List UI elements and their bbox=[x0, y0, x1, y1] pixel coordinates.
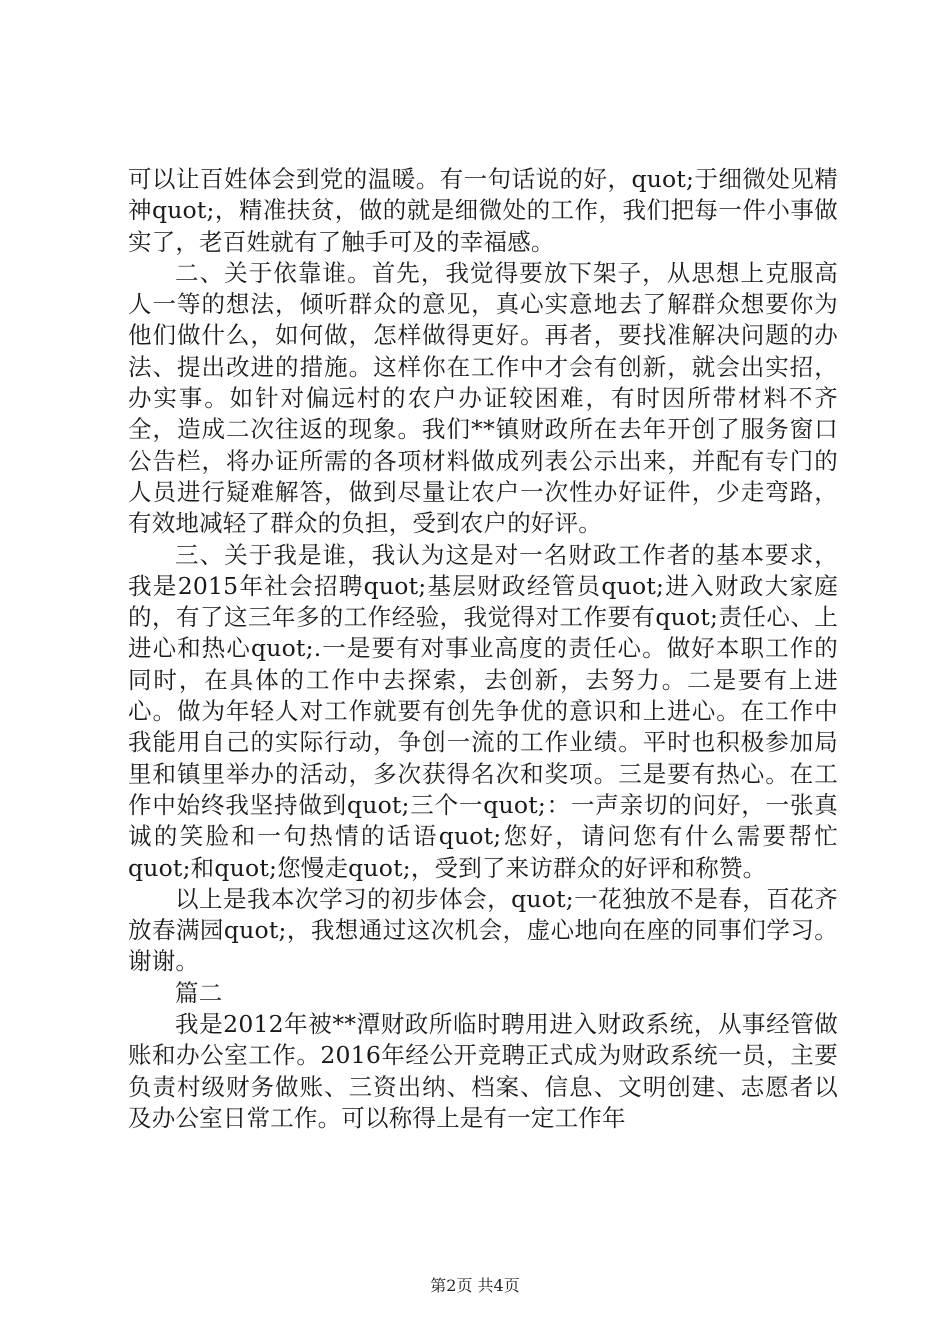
page-number: 第2页 共4页 bbox=[430, 1276, 520, 1295]
paragraph-conclusion: 以上是我本次学习的初步体会，quot;一花独放不是春，百花齐放春满园quot;，我想通过这次机会，虚心地向在座的同事们学习。谢谢。 bbox=[128, 884, 838, 976]
page-footer bbox=[0, 1273, 950, 1296]
paragraph-rely-on-whom: 二、关于依靠谁。首先，我觉得要放下架子，从思想上克服高人一等的想法，倾听群众的意见，真心实意地去了解群众想要你为他们做什么，如何做，怎样做得更好。再者，要找准解决问题的办法、提出改进的措施。这样你在工作中才会有创新，就会出实招，办实事。如针对偏远村的农户办证较困难，有时因所带材料不齐全，造成二次往返的现象。我们**镇财政所在去年开创了服务窗口公告栏，将办证所需的各项材料做成列表公示出来，并配有专门的人员进行疑难解答，做到尽量让农户一次性办好证件，少走弯路，有效地减轻了群众的负担，受到农户的好评。 bbox=[128, 258, 838, 538]
paragraph-who-am-i: 三、关于我是谁，我认为这是对一名财政工作者的基本要求，我是2015年社会招聘quot;基层财政经管员quot;进入财政大家庭的，有了这三年多的工作经验，我觉得对工作要有quot;责任心、上进心和热心quot;.一是要有对事业高度的责任心。做好本职工作的同时，在具体的工作中去探索，去创新，去努力。二是要有上进心。做为年轻人对工作就要有创先争优的意识和上进心。在工作中我能用自己的实际行动，争创一流的工作业绩。平时也积极参加局里和镇里举办的活动，多次获得名次和奖项。三是要有热心。在工作中始终我坚持做到quot;三个一quot;：一声亲切的问好，一张真诚的笑脸和一句热情的话语quot;您好，请问您有什么需要帮忙quot;和quot;您慢走quot;，受到了来访群众的好评和称赞。 bbox=[128, 540, 838, 882]
paragraph-continuation: 可以让百姓体会到党的温暖。有一句话说的好，quot;于细微处见精神quot;，精准扶贫，做的就是细微处的工作，我们把每一件小事做实了，老百姓就有了触手可及的幸福感。 bbox=[128, 165, 838, 256]
paragraph-part-two: 我是2012年被**潭财政所临时聘用进入财政系统，从事经管做账和办公室工作。2016年经公开竞聘正式成为财政系统一员，主要负责村级财务做账、三资出纳、档案、信息、文明创建、志愿者以及办公室日常工作。可以称得上是有一定工作年 bbox=[128, 1010, 838, 1132]
document-body bbox=[128, 164, 838, 1134]
section-heading: 篇二 bbox=[175, 978, 223, 1007]
